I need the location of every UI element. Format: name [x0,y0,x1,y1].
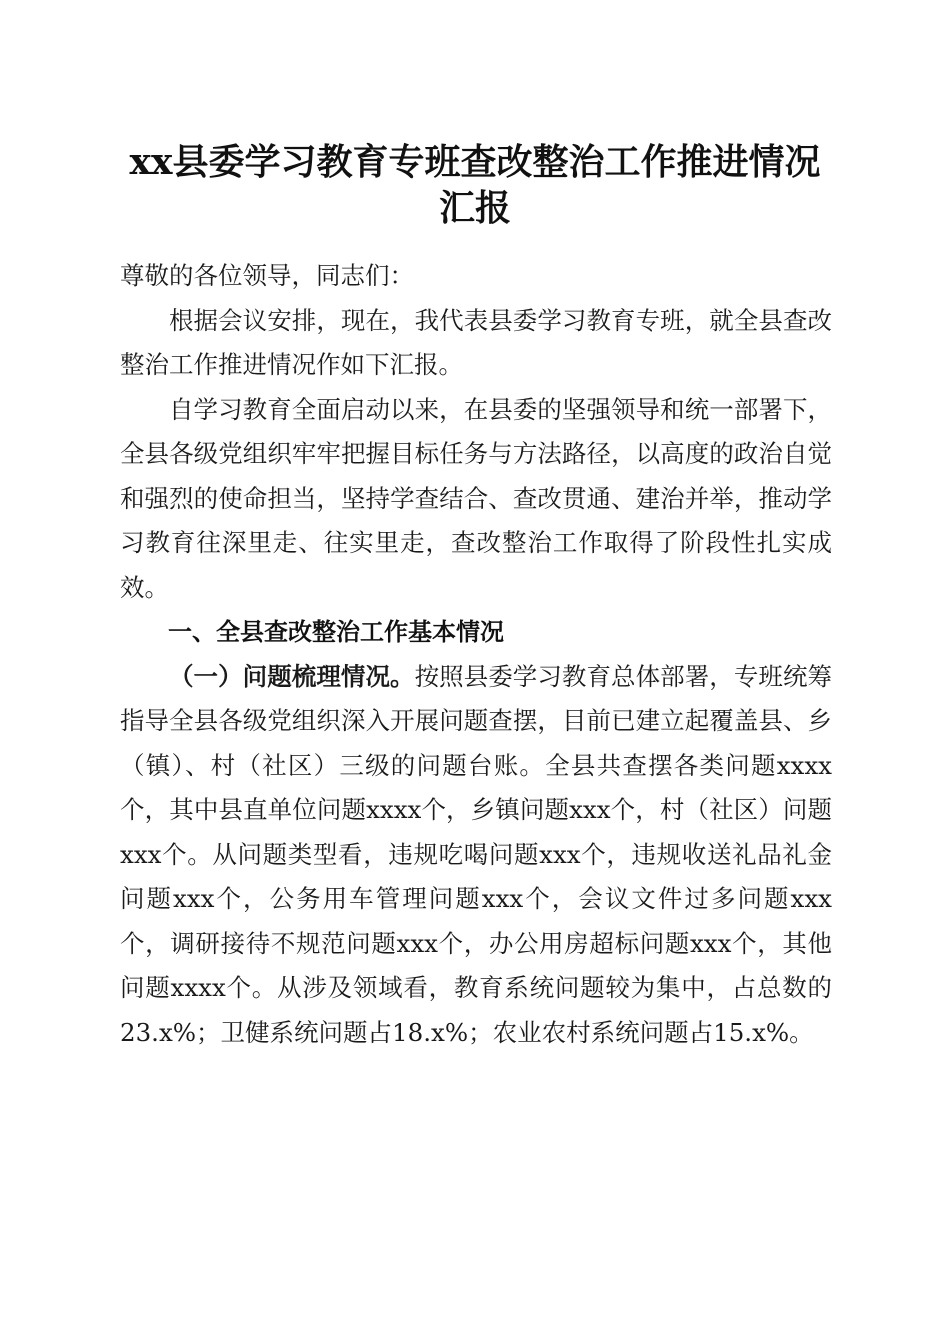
subsection-body-1: 按照县委学习教育总体部署，专班统筹指导全县各级党组织深入开展问题查摆，目前已建立起覆盖县、乡（镇）、村（社区）三级的问题台账。全县共查摆各类问题xxxx个，其中县直单位问题xxxx个，乡镇问题xxx个，村（社区）问题xxx个。从问题类型看，违规吃喝问题xxx个，违规收送礼品礼金问题xxx个，公务用车管理问题xxx个，会议文件过多问题xxx个，调研接待不规范问题xxx个，办公用房超标问题xxx个，其他问题xxxx个。从涉及领域看，教育系统问题较为集中，占总数的23.x%；卫健系统问题占18.x%；农业农村系统问题占15.x%。 [120,661,832,1047]
document-title-line-1: xx县委学习教育专班查改整治工作推进情况 [129,141,821,183]
intro-paragraph: 根据会议安排，现在，我代表县委学习教育专班，就全县查改整治工作推进情况作如下汇报。 [120,305,832,379]
subsection-paragraph-1 [120,655,832,1056]
document-body [120,254,832,1055]
section-heading-1: 一、全县查改整治工作基本情况 [168,618,504,646]
salutation: 尊敬的各位领导，同志们： [120,261,414,290]
document-title-line-2: 汇报 [438,187,511,229]
subsection-heading-1: （一）问题梳理情况。 [169,661,415,691]
overview-paragraph: 自学习教育全面启动以来，在县委的坚强领导和统一部署下，全县各级党组织牢牢把握目标任务与方法路径，以高度的政治自觉和强烈的使命担当，坚持学查结合、查改贯通、建治并举，推动学习教育往深里走、往实里走，查改整治工作取得了阶段性扎实成效。 [120,394,832,602]
